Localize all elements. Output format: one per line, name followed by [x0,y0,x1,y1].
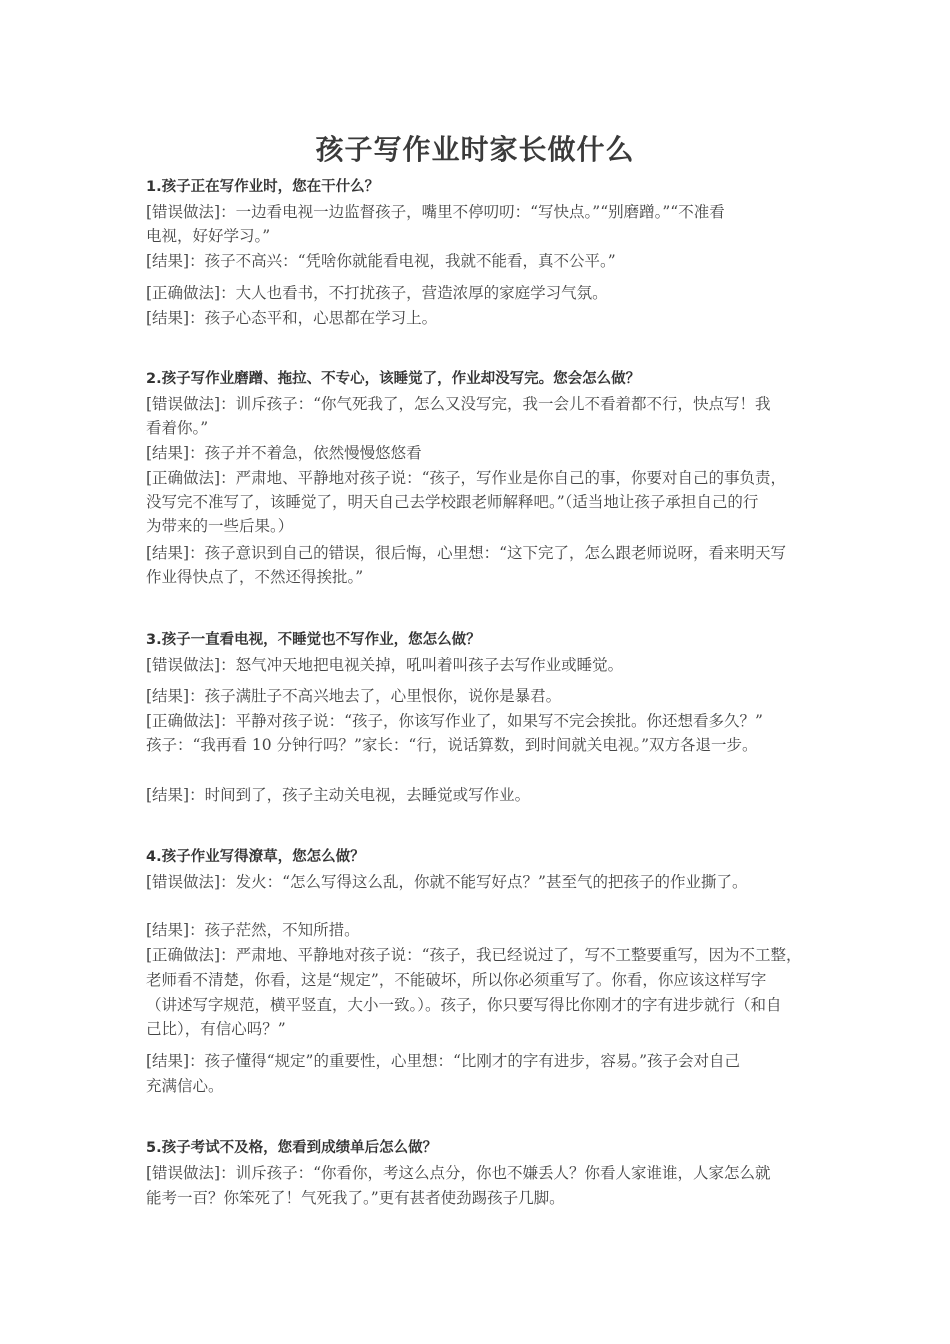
section-3-line: [结果]：时间到了，孩子主动关电视，去睡觉或写作业。 [146,786,531,804]
section-1-line: [正确做法]：大人也看书，不打扰孩子，营造浓厚的家庭学习气氛。 [146,284,608,302]
section-4-line: [错误做法]：发火：“怎么写得这么乱，你就不能写好点？”甚至气的把孩子的作业撕了。 [146,873,748,891]
section-3-line: [正确做法]：平静对孩子说：“孩子，你该写作业了，如果写不完会挨批。你还想看多久？” [146,712,763,730]
section-4-line: [结果]：孩子茫然，不知所措。 [146,921,360,939]
section-2-heading: 2.孩子写作业磨蹭、拖拉、不专心，该睡觉了，作业却没写完。您会怎么做？ [146,371,641,387]
section-2-line: [结果]：孩子意识到自己的错误，很后悔，心里想：“这下完了，怎么跟老师说呀，看来明天写 [146,544,787,562]
section-2-line: 看着你。” [146,419,209,437]
section-4-line: [结果]：孩子懂得“规定”的重要性，心里想：“比刚才的字有进步，容易。”孩子会对自己 [146,1052,741,1070]
section-1-line: [错误做法]：一边看电视一边监督孩子，嘴里不停叨叨：“写快点。”“别磨蹭。”“不准看 [146,203,725,221]
section-4-line: 充满信心。 [146,1077,224,1095]
section-1-line: [结果]：孩子心态平和，心思都在学习上。 [146,309,438,327]
section-5-line: [错误做法]：训斥孩子：“你看你，考这么点分，你也不嫌丢人？你看人家谁谁，人家怎么就 [146,1164,771,1182]
section-3-line: [错误做法]：怒气冲天地把电视关掉，吼叫着叫孩子去写作业或睡觉。 [146,656,624,674]
section-5-line: 能考一百？你笨死了！气死我了。”更有甚者使劲踢孩子几脚。 [146,1189,565,1207]
section-4-line: [正确做法]：严肃地、平静地对孩子说：“孩子，我已经说过了，写不工整要重写，因为不工整， [146,946,802,964]
section-2-line: [结果]：孩子并不着急，依然慢慢悠悠看 [146,444,422,462]
section-2-line: 作业得快点了，不然还得挨批。” [146,568,364,586]
section-3-line: 孩子：“我再看 10 分钟行吗？”家长：“行，说话算数，到时间就关电视。”双方各退一步。 [146,736,758,754]
section-1-line: [结果]：孩子不高兴：“凭啥你就能看电视，我就不能看，真不公平。” [146,252,616,270]
section-2-line: 为带来的一些后果。） [146,517,294,535]
document-title: 孩子写作业时家长做什么 [315,133,635,166]
section-3-heading: 3.孩子一直看电视，不睡觉也不写作业，您怎么做？ [146,632,481,648]
section-4-heading: 4.孩子作业写得潦草，您怎么做？ [146,849,365,865]
section-3-line: [结果]：孩子满肚子不高兴地去了，心里恨你，说你是暴君。 [146,687,562,705]
section-1-line: 电视，好好学习。” [146,227,271,245]
section-4-line: 己比），有信心吗？” [146,1020,286,1038]
section-1-heading: 1.孩子正在写作业时，您在干什么？ [146,179,380,195]
section-5-heading: 5.孩子考试不及格，您看到成绩单后怎么做？ [146,1140,438,1156]
section-2-line: [错误做法]：训斥孩子：“你气死我了，怎么又没写完，我一会儿不看着都不行，快点写！我 [146,395,771,413]
section-4-line: （讲述写字规范，横平竖直，大小一致。）。孩子，你只要写得比你刚才的字有进步就行（和自 [146,996,782,1014]
section-2-line: 没写完不准写了，该睡觉了，明天自己去学校跟老师解释吧。”（适当地让孩子承担自己的行 [146,493,759,511]
section-2-line: [正确做法]：严肃地、平静地对孩子说：“孩子，写作业是你自己的事，你要对自己的事负责， [146,469,787,487]
section-4-line: 老师看不清楚，你看，这是“规定”，不能破坏，所以你必须重写了。你看，你应该这样写字 [146,971,767,989]
